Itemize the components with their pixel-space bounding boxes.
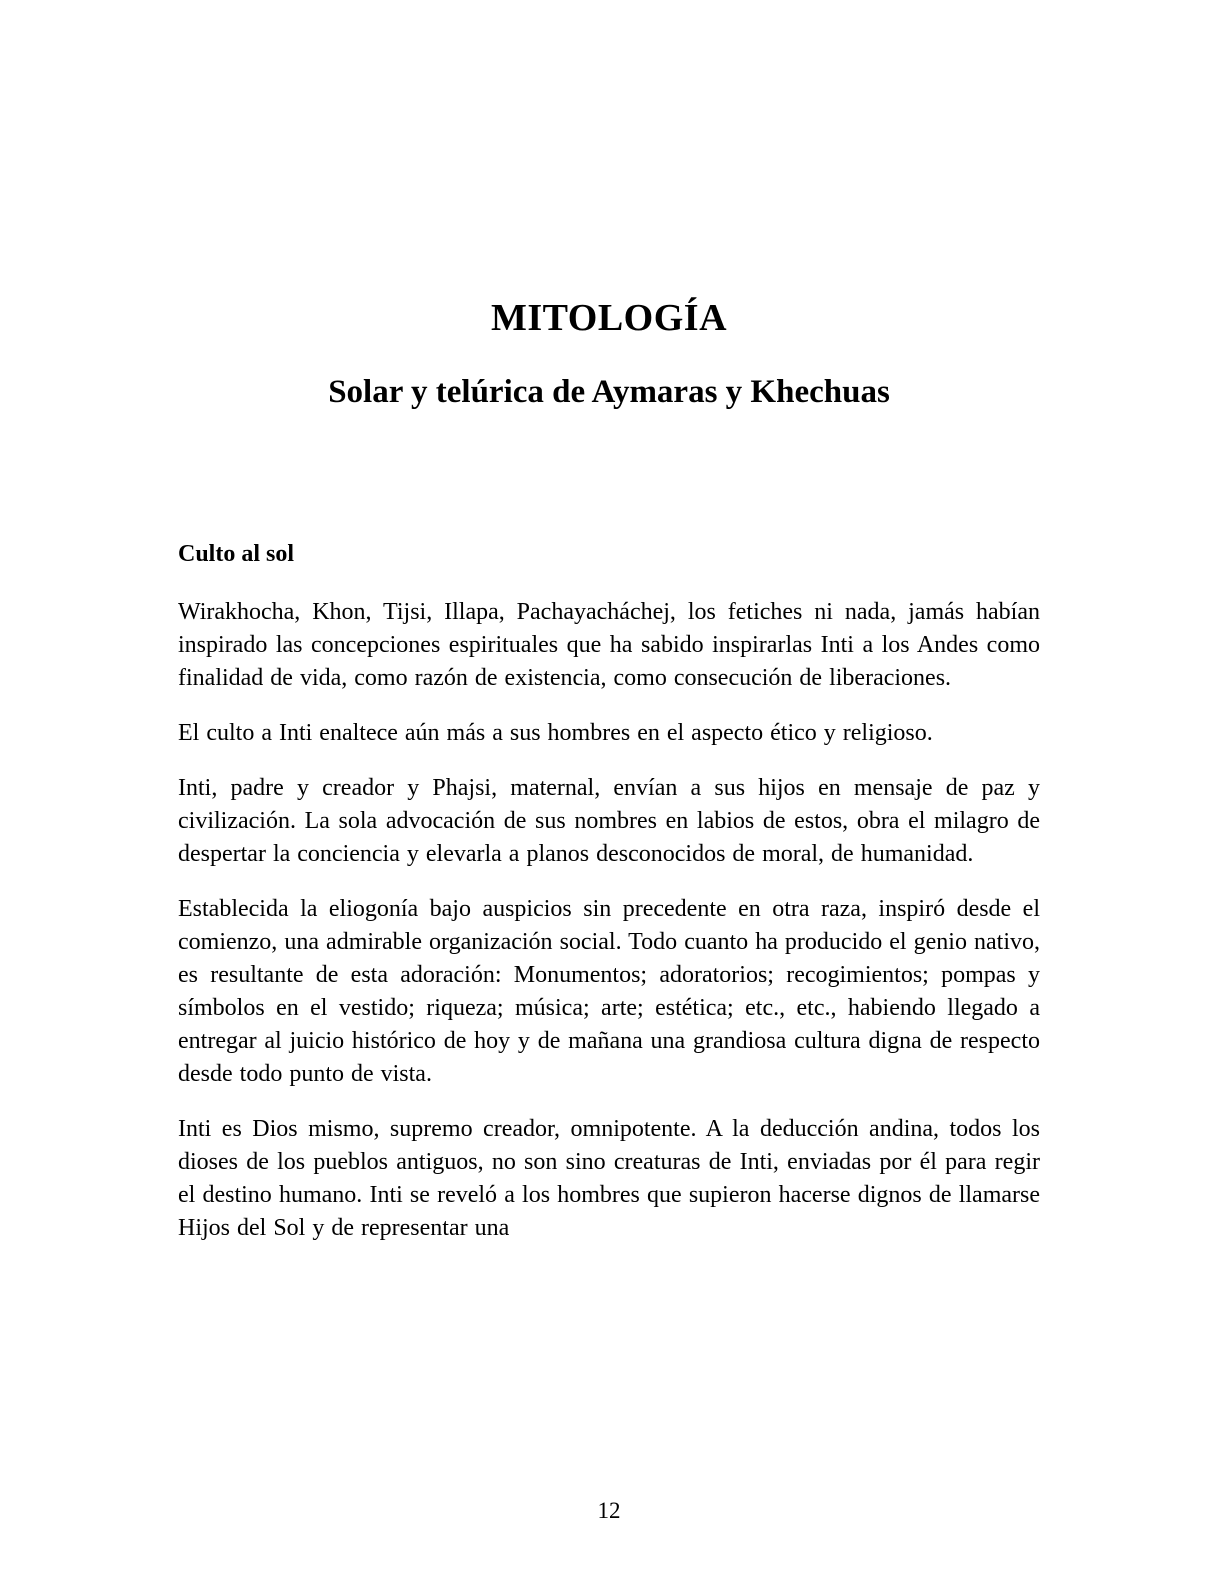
paragraph-3: Inti, padre y creador y Phajsi, maternal, envían a sus hijos en mensaje de paz y civilización. La sola advocación de sus nombres en labios de estos, obra el milagro de despertar la conciencia y elevarla a planos desconocidos de moral, de humanidad. xyxy=(178,775,1040,867)
paragraph-2: El culto a Inti enaltece aún más a sus hombres en el aspecto ético y religioso. xyxy=(178,720,933,746)
paragraph-1: Wirakhocha, Khon, Tijsi, Illapa, Pachayacháchej, los fetiches ni nada, jamás habían inspirado las concepciones espirituales que ha sabido inspirarlas Inti a los Andes como finalidad de vida, como razón de existencia, como consecución de liberaciones. xyxy=(178,599,1040,691)
section-heading: Culto al sol xyxy=(178,541,295,567)
page-number: 12 xyxy=(597,1498,621,1523)
page-subtitle: Solar y telúrica de Aymaras y Khechuas xyxy=(328,374,890,410)
paragraph-4: Establecida la eliogonía bajo auspicios sin precedente en otra raza, inspiró desde el comienzo, una admirable organización social. Todo cuanto ha producido el genio nativo, es resultante de esta adoración: Monumentos; adoratorios; recogimientos; pompas y símbolos en el vestido; riqueza; música; arte; estética; etc., etc., habiendo llegado a entregar al juicio histórico de hoy y de mañana una grandiosa cultura digna de respecto desde todo punto de vista. xyxy=(178,896,1040,1087)
page-title: MITOLOGÍA xyxy=(490,297,728,339)
paragraph-5: Inti es Dios mismo, supremo creador, omnipotente. A la deducción andina, todos los dioses de los pueblos antiguos, no son sino creaturas de Inti, enviadas por él para regir el destino humano. Inti se reveló a los hombres que supieron hacerse dignos de llamarse Hijos del Sol y de representar una xyxy=(178,1116,1040,1241)
